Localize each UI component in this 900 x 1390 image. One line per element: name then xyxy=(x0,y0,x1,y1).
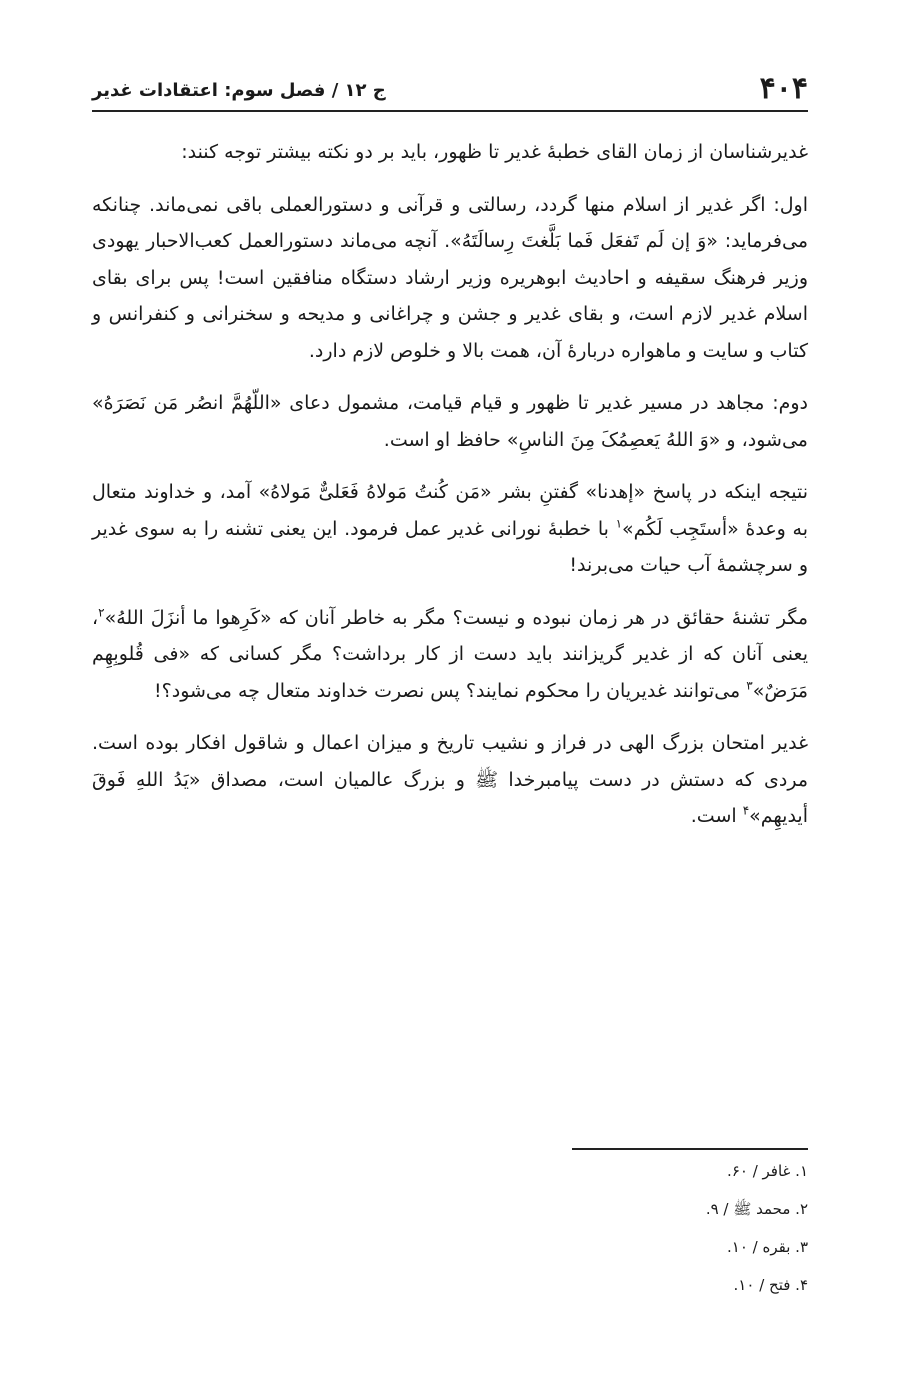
paragraph-text: مگر تشنهٔ حقائق در هر زمان نبوده و نیست؟ مگر به خاطر آنان که «کَرِهوا ما أنزَلَ اللهُ» xyxy=(104,606,808,629)
footnote-item: ۴. فتح / ۱۰. xyxy=(733,1276,808,1294)
page-header xyxy=(92,60,808,112)
footnotes xyxy=(92,1162,808,1314)
paragraph-question xyxy=(92,600,808,710)
paragraph-text-continued: است. xyxy=(690,805,743,827)
paragraph-text: غدیر امتحان بزرگ الهی در فراز و نشیب تاریخ و میزان اعمال و شاقول افکار بوده است. مردی که دستش در دست پیامبرخدا ﷺ و بزرگ عالمیان است، مصداق «یَدُ اللهِ فَوقَ أیدیهِم» xyxy=(92,732,808,827)
footnote-item: ۲. محمد ﷺ / ۹. xyxy=(705,1200,808,1218)
paragraph-conclusion xyxy=(92,474,808,584)
page-number: ۴۰۴ xyxy=(759,71,808,106)
paragraph-text-continued: با خطبهٔ نورانی غدیر عمل فرمود. این یعنی تشنه را به سوی غدیر و سرچشمهٔ آب حیات می‌برند! xyxy=(92,517,808,576)
footnote-marker: ۱ xyxy=(615,516,623,531)
paragraph-text: غدیرشناسان از زمان القای خطبهٔ غدیر تا ظهور، باید بر دو نکته بیشتر توجه کنند: xyxy=(181,141,808,163)
footnote-marker: ۴ xyxy=(742,803,750,818)
paragraph-final xyxy=(92,725,808,835)
footnote-marker: ۲ xyxy=(98,605,105,620)
paragraph-text: اول: اگر غدیر از اسلام منها گردد، رسالتی و قرآنی و دستورالعملی باقی نمی‌ماند. چنانکه می‌فرماید: «وَ إن لَم تَفعَل فَما بَلَّغتَ رِسالَتَهُ». آنچه می‌ماند دستورالعمل کعب‌الاحبار یهودی وزیر فرهنگ سقیفه و احادیث ابوهریره وزیر ارشاد دستگاه منافقین است! پس برای بقای اسلام غدیر لازم است، و بقای غدیر و جشن و چراغانی و مدیحه و سخنرانی و کنفرانس و کتاب و سایت و ماهواره دربارهٔ آن، همت بالا و خلوص لازم دارد. xyxy=(92,193,808,362)
paragraph-intro xyxy=(92,134,808,171)
footnote-marker: ۳ xyxy=(746,678,753,693)
paragraph-second-point xyxy=(92,385,808,458)
main-text xyxy=(92,134,808,835)
paragraph-text: نتیجه اینکه در پاسخ «إهدنا» گفتنِ بشر «مَن کُنتُ مَولاهُ فَعَلیٌّ مَولاهُ» آمد، و خداوند متعال به وعدهٔ «أستَجِب لَکُم» xyxy=(92,481,808,540)
paragraph-text-continued: می‌توانند غدیریان را محکوم نمایند؟ پس نصرت خداوند متعال چه می‌شود؟! xyxy=(154,679,747,702)
footnote-divider xyxy=(572,1148,808,1150)
book-page xyxy=(92,60,808,1294)
paragraph-first-point xyxy=(92,187,808,370)
paragraph-text: دوم: مجاهد در مسیر غدیر تا ظهور و قیام قیامت، مشمول دعای «اللّهُمَّ انصُر مَن نَصَرَهُ» می‌شود، و «وَ اللهُ یَعصِمُکَ مِنَ الناسِ» حافظ او است. xyxy=(92,392,808,451)
running-title: ج ۱۲ / فصل سوم: اعتقادات غدیر xyxy=(92,80,386,101)
paragraph-text-continued: ، یعنی آنان که از غدیر گریزانند باید دست از کار برداشت؟ مگر کسانی که «فی قُلوبِهِم مَرَضٌ» xyxy=(92,606,808,702)
footnote-item: ۳. بقره / ۱۰. xyxy=(727,1238,808,1256)
footnote-item: ۱. غافر / ۶۰. xyxy=(727,1162,808,1180)
